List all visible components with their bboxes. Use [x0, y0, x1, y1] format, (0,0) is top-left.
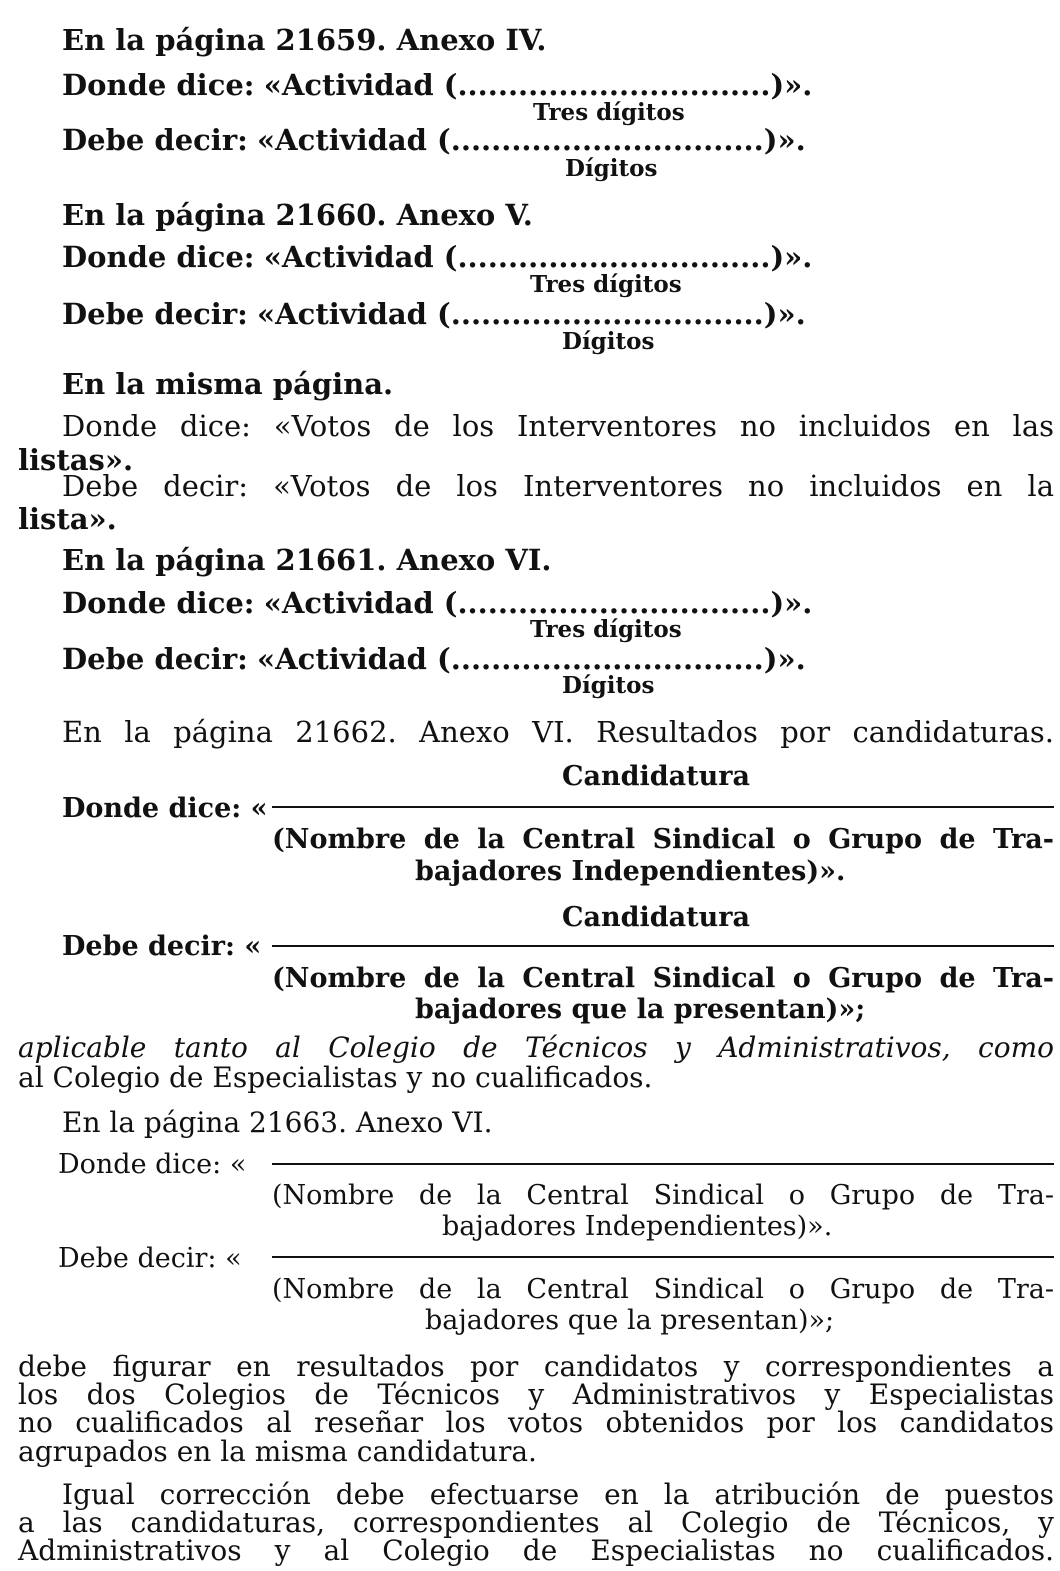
debe-decir-label: Debe decir: « — [62, 931, 262, 962]
paragraph-line: Administrativos y al Colegio de Especialistas no cualificados. — [18, 1534, 1054, 1567]
caption: Dígitos — [562, 672, 655, 699]
caption: Tres dígitos — [533, 99, 685, 126]
donde-dice-label: Donde dice: — [62, 68, 255, 102]
donde-dice-label: Donde dice: « — [58, 1149, 247, 1180]
debe-decir-label: Debe decir: — [62, 297, 248, 331]
caption: Dígitos — [565, 155, 658, 182]
debe-decir-text: «Actividad (...............................)». — [257, 642, 806, 676]
paragraph-line: agrupados en la misma candidatura. — [18, 1435, 537, 1468]
section-heading: En la página 21660. Anexo V. — [62, 198, 533, 232]
blank-rule — [272, 806, 1054, 808]
paragraph-line: aplicable tanto al Colegio de Técnicos y Administrativos, como — [18, 1031, 1054, 1064]
paragraph-line: Igual corrección debe efectuarse en la atribución de puestos — [62, 1478, 1054, 1511]
caption: Dígitos — [562, 328, 655, 355]
donde-dice-label: Donde dice: « — [62, 793, 268, 824]
paragraph-line: Donde dice: «Votos de los Interventores no incluidos en las — [62, 409, 1054, 443]
nombre-line: bajadores Independientes)». — [442, 1211, 833, 1242]
caption: Tres dígitos — [530, 271, 682, 298]
blank-rule — [272, 945, 1054, 947]
donde-dice-line — [62, 240, 813, 274]
blank-rule — [272, 1256, 1054, 1258]
nombre-line: (Nombre de la Central Sindical o Grupo de Tra- — [272, 963, 1054, 994]
section-heading: En la página 21661. Anexo VI. — [62, 543, 552, 577]
debe-decir-label: Debe decir: — [62, 642, 248, 676]
donde-dice-line — [62, 586, 813, 620]
section-heading: En la página 21659. Anexo IV. — [62, 23, 547, 57]
debe-decir-text: «Actividad (...............................)». — [257, 123, 806, 157]
debe-decir-label: Debe decir: « — [58, 1243, 242, 1274]
nombre-line: (Nombre de la Central Sindical o Grupo de Tra- — [272, 1274, 1054, 1305]
donde-dice-label: Donde dice: — [62, 240, 255, 274]
paragraph-line: debe figurar en resultados por candidatos y correspondientes a — [18, 1350, 1054, 1383]
donde-dice-label: Donde dice: — [62, 586, 255, 620]
nombre-line: (Nombre de la Central Sindical o Grupo de Tra- — [272, 1180, 1054, 1211]
donde-dice-text: «Actividad (...............................)». — [263, 240, 813, 274]
paragraph-line: listas». — [18, 443, 134, 477]
donde-dice-text: «Actividad (...............................)». — [263, 586, 813, 620]
caption: Tres dígitos — [530, 616, 682, 643]
debe-decir-label: Debe decir: — [62, 123, 248, 157]
nombre-line: (Nombre de la Central Sindical o Grupo de Tra- — [272, 824, 1054, 855]
donde-dice-text: «Actividad (...............................)». — [263, 68, 813, 102]
nombre-line: bajadores que la presentan)»; — [415, 994, 866, 1025]
debe-decir-line — [62, 297, 806, 331]
nombre-line: bajadores Independientes)». — [415, 856, 846, 887]
paragraph-line: no cualificados al reseñar los votos obtenidos por los candidatos — [18, 1406, 1054, 1439]
debe-decir-line — [62, 123, 806, 157]
paragraph-line: al Colegio de Especialistas y no cualificados. — [18, 1061, 653, 1094]
blank-rule — [272, 1163, 1054, 1165]
candidatura-title: Candidatura — [562, 761, 750, 792]
candidatura-title: Candidatura — [562, 902, 750, 933]
paragraph-line: los dos Colegios de Técnicos y Administrativos y Especialistas — [18, 1378, 1054, 1411]
section-heading: En la página 21662. Anexo VI. Resultados por candidaturas. — [62, 715, 1054, 749]
section-heading: En la página 21663. Anexo VI. — [62, 1106, 493, 1139]
debe-decir-text: «Actividad (...............................)». — [257, 297, 806, 331]
paragraph-line: lista». — [18, 502, 117, 536]
paragraph-line: Debe decir: «Votos de los Interventores no incluidos en la — [62, 469, 1054, 503]
donde-dice-line — [62, 68, 813, 102]
section-heading: En la misma página. — [62, 367, 394, 401]
nombre-line: bajadores que la presentan)»; — [425, 1305, 835, 1336]
paragraph-line: a las candidaturas, correspondientes al Colegio de Técnicos, y — [18, 1506, 1054, 1539]
debe-decir-line — [62, 642, 806, 676]
